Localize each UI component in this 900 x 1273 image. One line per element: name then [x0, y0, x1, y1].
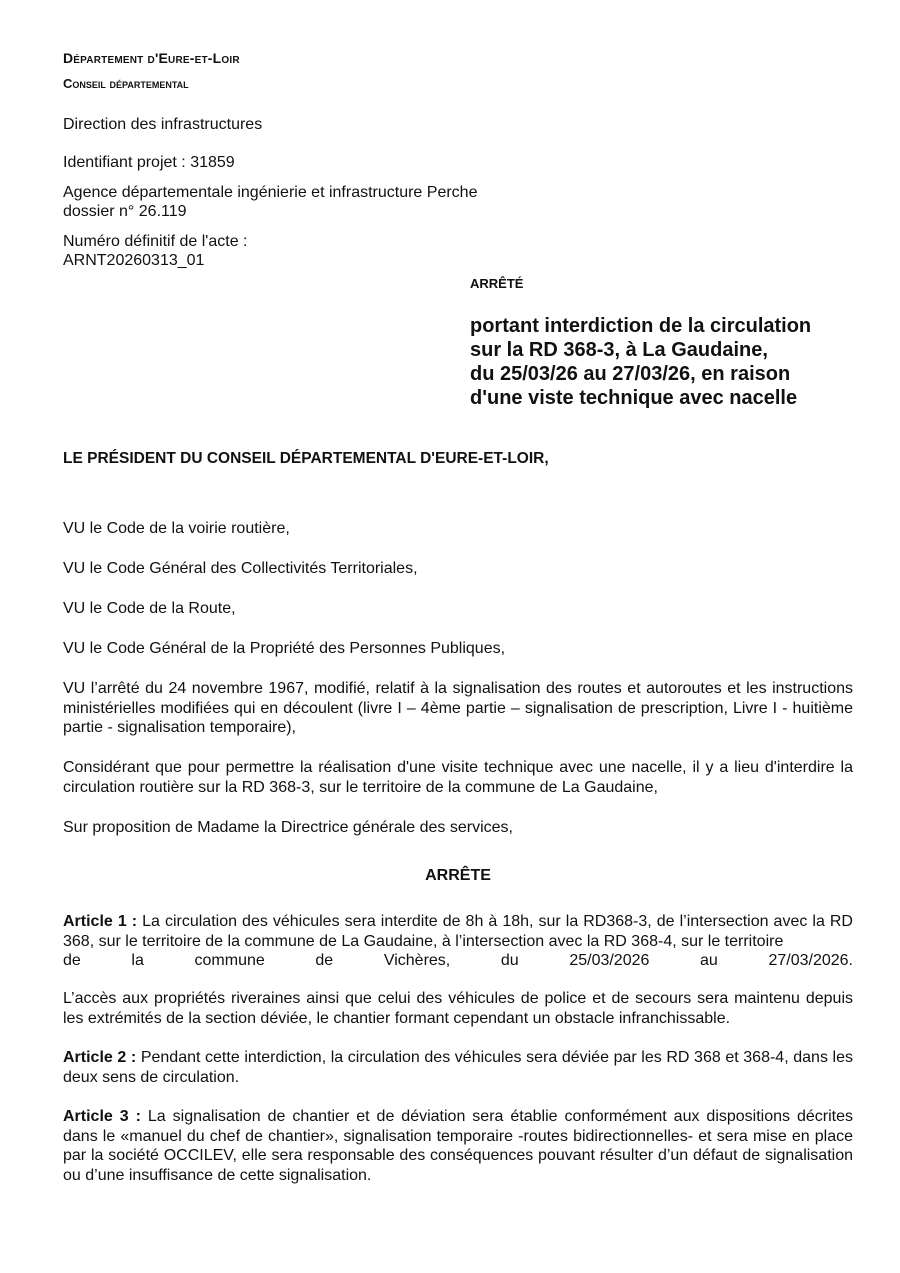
article-3: [63, 1107, 853, 1185]
president-heading: LE PRÉSIDENT DU CONSEIL DÉPARTEMENTAL D'EURE-ET-LOIR,: [63, 450, 549, 467]
vu-cgppp: VU le Code Général de la Propriété des Personnes Publiques,: [63, 640, 506, 657]
article-1: [63, 912, 853, 971]
act-number: ARNT20260313_01: [63, 252, 205, 269]
direction: Direction des infrastructures: [63, 116, 263, 133]
article-1-text-end: de la commune de Vichères, du 25/03/2026 au 27/03/2026.: [63, 952, 853, 969]
decree-title-line: d'une viste technique avec nacelle: [470, 387, 798, 409]
proposition: Sur proposition de Madame la Directrice générale des services,: [63, 819, 513, 836]
article-1-text: La circulation des véhicules sera interdite de 8h à 18h, sur la RD368-3, de l’intersection avec la RD 368, sur le territoire de la commune de La Gaudaine, à l’intersection avec la RD 368-4, sur le territoire: [63, 913, 853, 950]
vu-arrete-1967: VU l’arrêté du 24 novembre 1967, modifié, relatif à la signalisation des routes et autoroutes et les instructions ministérielles modifiées qui en découlent (livre I – 4ème partie – signalisation de prescription, Livre I - huitième partie - signalisation temporaire),: [63, 680, 853, 736]
article-2: [63, 1048, 853, 1087]
agency-block: [63, 183, 477, 221]
council-name: Conseil départemental: [63, 76, 189, 91]
article-3-text: La signalisation de chantier et de déviation sera établie conformément aux dispositions décrites dans le «manuel du chef de chantier», signalisation temporaire -routes bidirectionnelles- et sera mise en place par la société OCCILEV, elle sera responsable des conséquences pouvant résulter d’un défaut de signalisation ou d’une insuffisance de cette signalisation.: [63, 1108, 854, 1184]
arrete-heading: ARRÊTE: [425, 867, 491, 884]
department-name: Département d'Eure-et-Loir: [63, 50, 240, 66]
considerant: Considérant que pour permettre la réalisation d'une visite technique avec une nacelle, il y a lieu d'interdire la circulation routière sur la RD 368-3, sur le territoire de la commune de La Gaudaine,: [63, 759, 853, 796]
article-1-label: Article 1 :: [63, 913, 138, 930]
decree-title: [470, 314, 811, 410]
agency-line: Agence départementale ingénierie et infrastructure Perche: [63, 184, 478, 201]
decree-title-line: portant interdiction de la circulation: [470, 315, 812, 337]
project-id: Identifiant projet : 31859: [63, 154, 235, 171]
decree-title-line: sur la RD 368-3, à La Gaudaine,: [470, 339, 768, 361]
vu-code-route: VU le Code de la Route,: [63, 600, 236, 617]
decree-label: ARRÊTÉ: [470, 276, 524, 291]
article-1-access: L’accès aux propriétés riveraines ainsi que celui des véhicules de police et de secours sera maintenu depuis les extrémités de la section déviée, le chantier formant cependant un obstacle infranchissable.: [63, 990, 853, 1027]
article-2-text: Pendant cette interdiction, la circulation des véhicules sera déviée par les RD 368 et 368-4, dans les deux sens de circulation.: [63, 1049, 853, 1086]
vu-voirie: VU le Code de la voirie routière,: [63, 520, 290, 537]
article-3-label: Article 3 :: [63, 1108, 141, 1125]
act-number-label: Numéro définitif de l'acte :: [63, 233, 248, 250]
decree-title-line: du 25/03/26 au 27/03/26, en raison: [470, 363, 791, 385]
article-2-label: Article 2 :: [63, 1049, 137, 1066]
vu-cgct: VU le Code Général des Collectivités Territoriales,: [63, 560, 418, 577]
act-number-block: [63, 232, 247, 270]
dossier-number: dossier n° 26.119: [63, 203, 187, 220]
